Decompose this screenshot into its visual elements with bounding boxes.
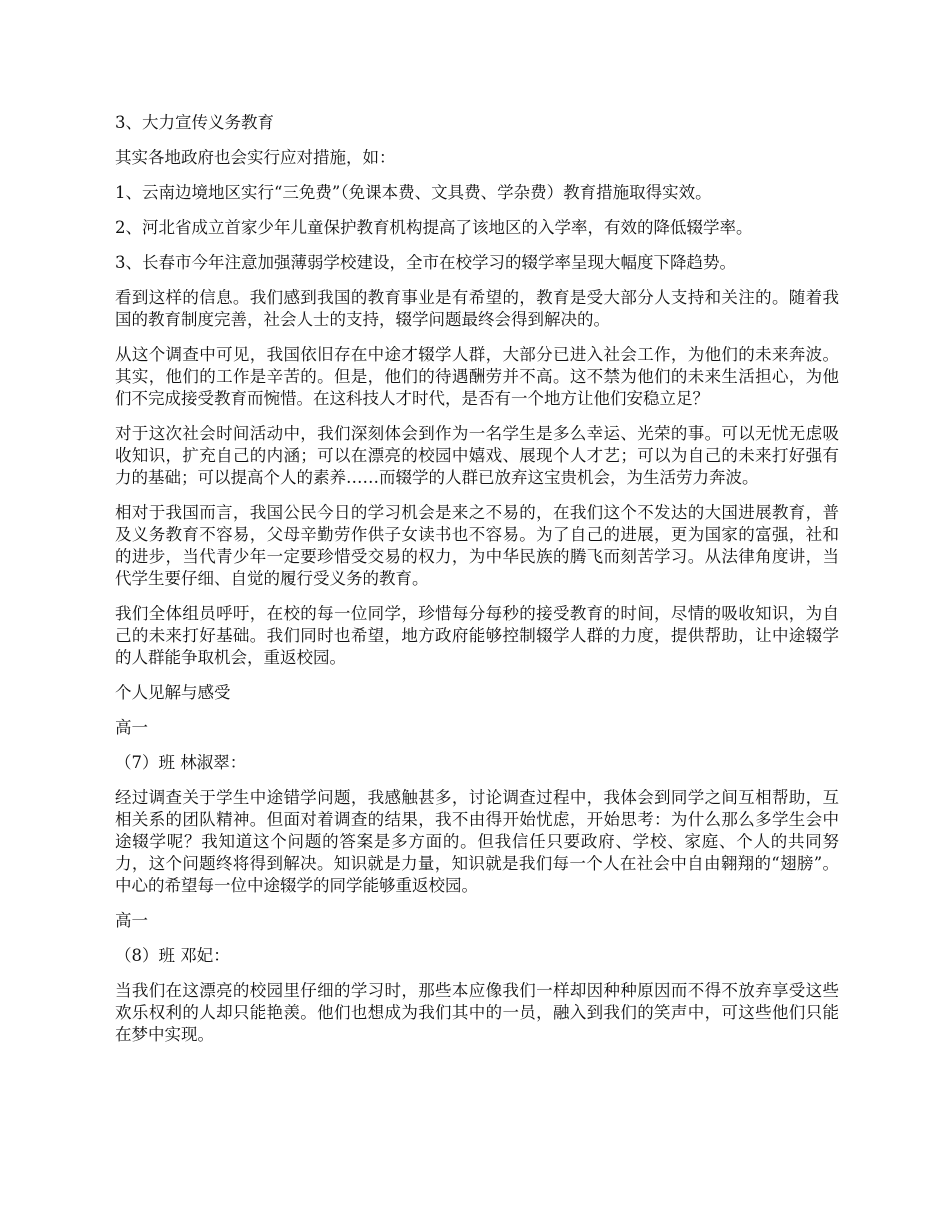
paragraph-learning-opportunity: 相对于我国而言，我国公民今日的学习机会是来之不易的，在我们这个不发达的大国进展教育，普及义务教育不容易，父母辛勤劳作供子女读书也不容易。为了自己的进展，更为国家的富强，社和的进步，当代青少年一定要珍惜受交易的权力，为中华民族的腾飞而刻苦学习。从法律角度讲，当代学生要仔细、自觉的履行受义务的教育。 (115, 503, 839, 588)
list-item-yunnan: 1、云南边境地区实行“三免费”（免课本费、文具费、学杂费）教育措施取得实效。 (115, 183, 712, 202)
section-heading-personal-views: 个人见解与感受 (115, 683, 231, 702)
grade-label: 高一 (115, 911, 148, 930)
document-page (115, 112, 839, 1059)
author-line-class-7: （7）班 林淑翠： (115, 753, 247, 772)
paragraph-reflection-class-8: 当我们在这漂亮的校园里仔细的学习时，那些本应像我们一样却因种种原因而不得不放弃享受这些欢乐权利的人却只能艳羡。他们也想成为我们其中的一员，融入到我们的笑声中，可这些他们只能在梦中实现。 (115, 981, 839, 1044)
heading-publicize-compulsory-education: 3、大力宣传义务教育 (115, 113, 274, 132)
paragraph-survey-findings: 从这个调查中可见，我国依旧存在中途才辍学人群，大部分已进入社会工作，为他们的未来奔波。其实，他们的工作是辛苦的。但是，他们的待遇酬劳并不高。这不禁为他们的未来生活担心，为他们不完成接受教育而惋惜。在这科技人才时代，是否有一个地方让他们安稳立足？ (115, 345, 839, 408)
paragraph-appeal: 我们全体组员呼吁，在校的每一位同学，珍惜每分每秒的接受教育的时间，尽情的吸收知识，为自己的未来打好基础。我们同时也希望，地方政府能够控制辍学人群的力度，提供帮助，让中途辍学的人群能争取机会，重返校园。 (115, 604, 839, 667)
author-line-class-8: （8）班 邓妃： (115, 946, 230, 965)
paragraph-reflection-class-7: 经过调查关于学生中途错学问题，我感触甚多，讨论调查过程中，我体会到同学之间互相帮助，互相关系的团队精神。但面对着调查的结果，我不由得开始忧虑，开始思考：为什么那么多学生会中途辍学呢？我知道这个问题的答案是多方面的。但我信任只要政府、学校、家庭、个人的共同努力，这个问题终将得到解决。知识就是力量，知识就是我们每一个人在社会中自由翱翔的“翅膀”。中心的希望每一位中途辍学的同学能够重返校园。 (115, 788, 839, 895)
paragraph-government-measures-intro: 其实各地政府也会实行应对措施，如： (115, 148, 396, 167)
paragraph-student-fortune: 对于这次社会时间活动中，我们深刻体会到作为一名学生是多么幸运、光荣的事。可以无忧无虑吸收知识，扩充自己的内涵；可以在漂亮的校园中嬉戏、展现个人才艺；可以为自己的未来打好强有力的基础；可以提高个人的素养……而辍学的人群已放弃这宝贵机会，为生活劳力奔波。 (115, 424, 839, 487)
list-item-changchun: 3、长春市今年注意加强薄弱学校建设，全市在校学习的辍学率呈现大幅度下降趋势。 (115, 253, 736, 272)
grade-label: 高一 (115, 718, 148, 737)
paragraph-hope: 看到这样的信息。我们感到我国的教育事业是有希望的，教育是受大部分人支持和关注的。随着我国的教育制度完善，社会人士的支持，辍学问题最终会得到解决的。 (115, 288, 839, 329)
list-item-hebei: 2、河北省成立首家少年儿童保护教育机构提高了该地区的入学率，有效的降低辍学率。 (115, 218, 753, 237)
